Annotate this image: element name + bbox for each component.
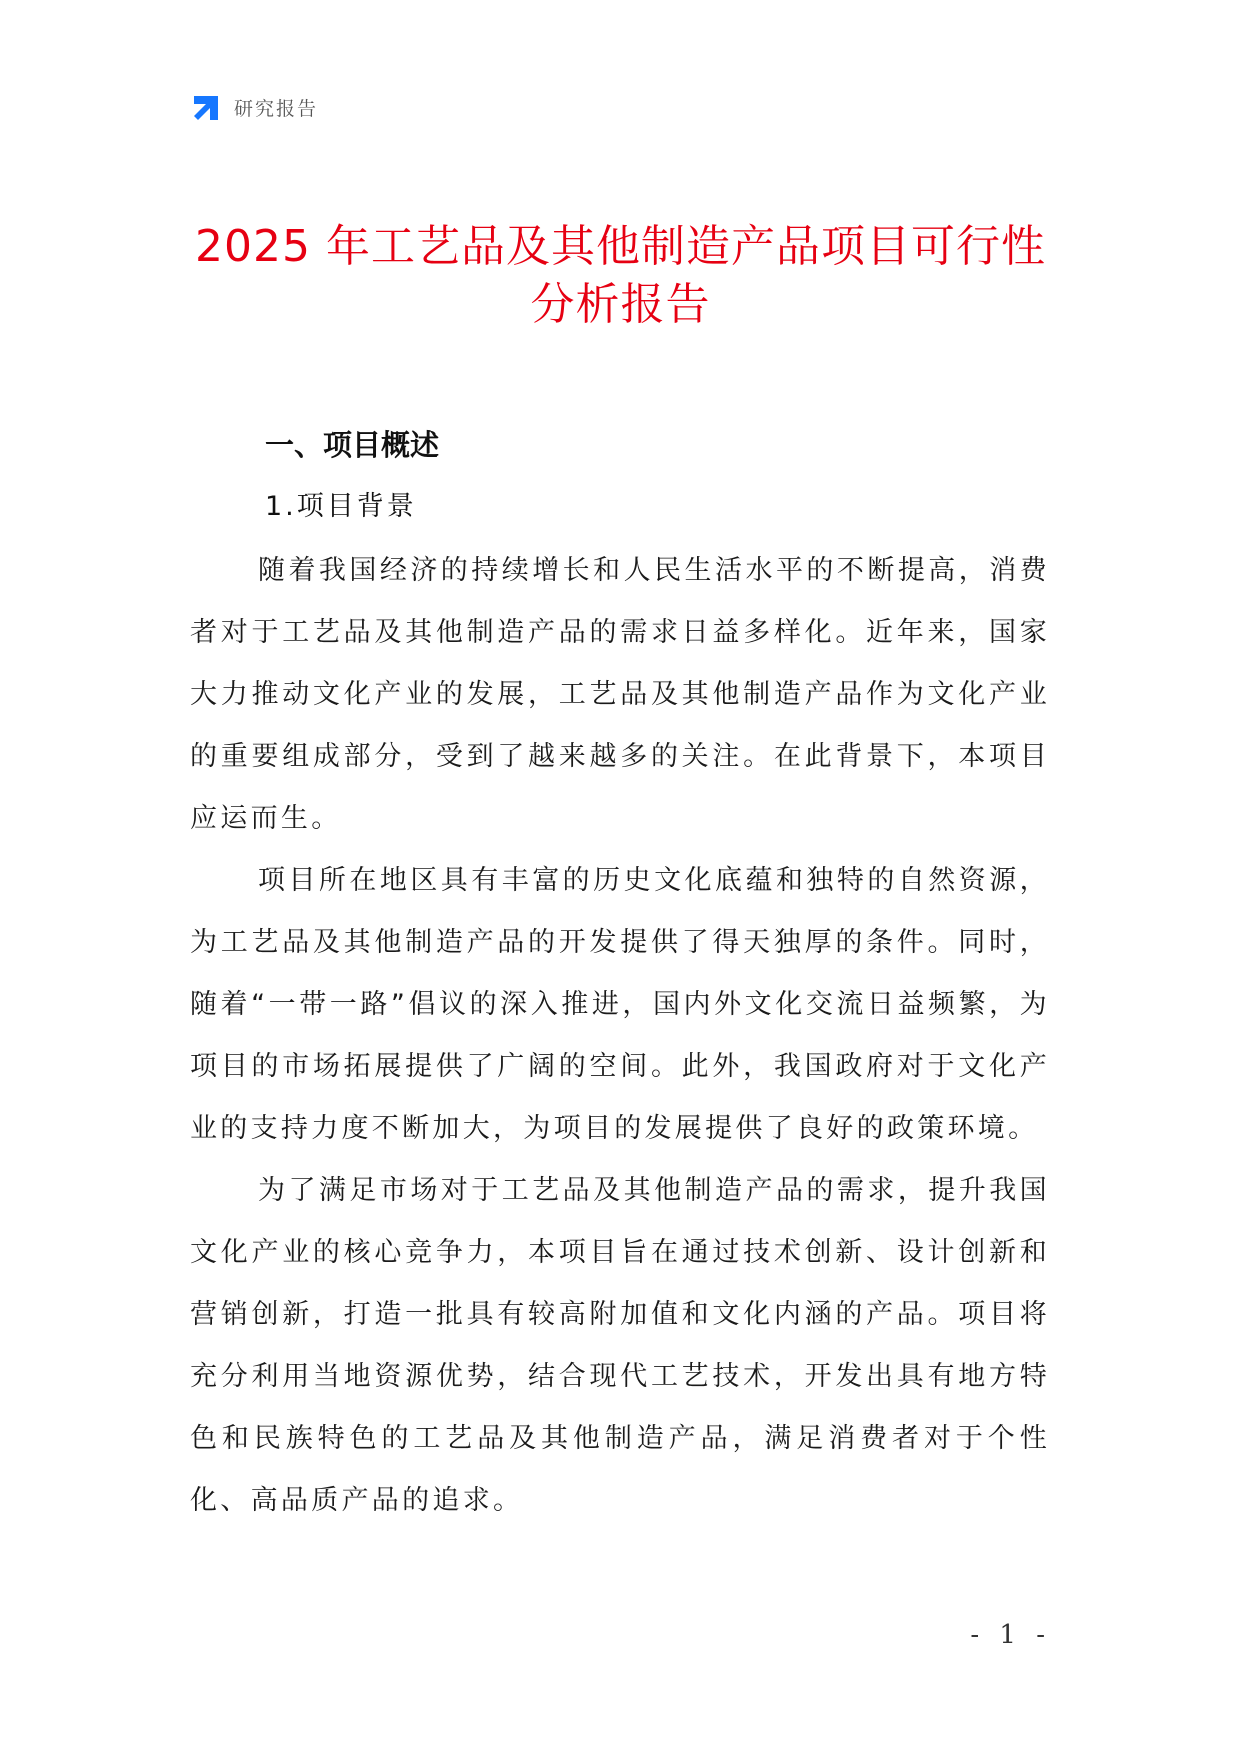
page-header [190, 90, 318, 124]
title-line-2: 分析报告 [530, 279, 711, 330]
paragraph-1: 随着我国经济的持续增长和人民生活水平的不断提高，消费者对于工艺品及其他制造产品的需求日益多样化。近年来，国家大力推动文化产业的发展，工艺品及其他制造产品作为文化产业的重要组成部分，受到了越来越多的关注。在此背景下，本项目应运而生。 [190, 555, 1050, 834]
paragraph-2: 项目所在地区具有丰富的历史文化底蕴和独特的自然资源，为工艺品及其他制造产品的开发提供了得天独厚的条件。同时，随着“一带一路”倡议的深入推进，国内外文化交流日益频繁，为项目的市场拓展提供了广阔的空间。此外，我国政府对于文化产业的支持力度不断加大，为项目的发展提供了良好的政策环境。 [190, 865, 1050, 1144]
section-heading: 一、项目概述 [265, 428, 440, 462]
arrow-logo-icon [190, 90, 224, 124]
document-title [150, 218, 1091, 334]
document-body [190, 416, 1050, 1532]
title-line-1: 2025 年工艺品及其他制造产品项目可行性 [195, 221, 1046, 272]
paragraph-3: 为了满足市场对于工艺品及其他制造产品的需求，提升我国文化产业的核心竞争力，本项目旨在通过技术创新、设计创新和营销创新，打造一批具有较高附加值和文化内涵的产品。项目将充分利用当地资源优势，结合现代工艺技术，开发出具有地方特色和民族特色的工艺品及其他制造产品，满足消费者对于个性化、高品质产品的追求。 [190, 1175, 1050, 1516]
sub-heading: 1.项目背景 [265, 491, 417, 522]
header-label: 研究报告 [234, 97, 319, 120]
page-number: - 1 - [970, 1620, 1051, 1650]
